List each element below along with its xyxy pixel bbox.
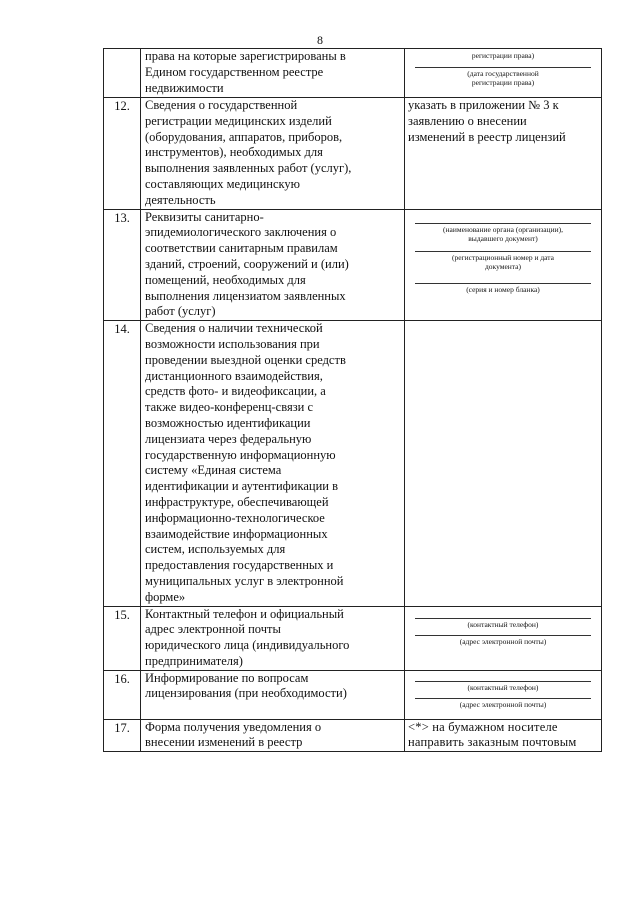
row-value-text: указать в приложении № 3 к заявлению о внесении изменений в реестр лицензий xyxy=(408,98,566,144)
row-description-text: Сведения о государственной регистрации медицинских изделий (оборудования, аппаратов, приборов, инструментов), необходимых для выполнения заявленных работ (услуг), составляющих медицинскую деятельность xyxy=(145,98,352,207)
field-caption: (регистрационный номер и дата документа) xyxy=(451,252,555,271)
field-caption: регистрации права) xyxy=(471,51,535,60)
row-description xyxy=(141,670,405,719)
row-description xyxy=(141,606,405,670)
row-description xyxy=(141,209,405,321)
row-number: 15. xyxy=(104,606,141,670)
license-form-table xyxy=(103,48,602,752)
contact-phone-field[interactable] xyxy=(415,618,591,629)
field-caption: (дата государственной регистрации права) xyxy=(467,69,539,87)
row-description-text: Информирование по вопросам лицензирования (при необходимости) xyxy=(145,670,347,701)
row-value-cell xyxy=(405,719,602,752)
row-value-cell xyxy=(405,49,602,98)
row-description xyxy=(141,719,405,752)
page-number: 8 xyxy=(317,33,323,47)
field-caption: (контактный телефон) xyxy=(467,682,539,692)
row-description xyxy=(141,98,405,210)
issuing-authority-field[interactable] xyxy=(415,223,591,243)
row-value-cell[interactable] xyxy=(405,321,602,606)
table-row xyxy=(104,49,602,98)
contact-phone-field[interactable] xyxy=(415,681,591,692)
row-description-text: права на которые зарегистрированы в Едином государственном реестре недвижимости xyxy=(145,49,346,95)
field-caption: (наименование органа (организации), выдавшего документ) xyxy=(443,224,563,243)
field-caption: (адрес электронной почты) xyxy=(459,699,547,709)
table-row xyxy=(104,606,602,670)
email-field[interactable] xyxy=(415,698,591,709)
row-value-cell xyxy=(405,606,602,670)
row-number xyxy=(104,49,141,98)
field-caption: (контактный телефон) xyxy=(467,619,539,629)
row-number: 17. xyxy=(104,719,141,752)
row-description xyxy=(141,321,405,606)
table-row xyxy=(104,719,602,752)
table-row xyxy=(104,321,602,606)
field-caption: (адрес электронной почты) xyxy=(459,636,547,646)
table-row xyxy=(104,209,602,321)
row-number: 12. xyxy=(104,98,141,210)
row-value-text: <*> на бумажном носителе направить заказным почтовым xyxy=(408,719,577,750)
row-number: 16. xyxy=(104,670,141,719)
row-value-cell xyxy=(405,98,602,210)
blank-series-number-field[interactable] xyxy=(415,283,591,294)
row-value-cell xyxy=(405,209,602,321)
row-description-text: Контактный телефон и официальный адрес электронной почты юридического лица (индивидуального предпринимателя) xyxy=(145,606,350,668)
row-description-text: Реквизиты санитарно- эпидемиологического заключения о соответствии санитарным правилам зданий, строений, сооружений и (или) помещений, необходимых для выполнения лицензиатом заявленных работ (услуг) xyxy=(145,209,349,319)
document-number-date-field[interactable] xyxy=(415,251,591,271)
row-description-text: Сведения о наличии технической возможности использования при проведении выездной оценки средств дистанционного взаимодействия, средств фото- и видеофиксации, а также видео-конференц-связи с возможностью идентификации лицензиата через федеральную государственную информационную систему «Единая система идентификации и аутентификации в инфраструктуре, обеспечивающей информационно-технологическое взаимодействие информационных систем, используемых для предоставления государственных и муниципальных услуг в электронной форме» xyxy=(145,321,346,604)
row-number: 13. xyxy=(104,209,141,321)
row-description xyxy=(141,49,405,98)
row-value-cell xyxy=(405,670,602,719)
field-caption: (серия и номер бланка) xyxy=(466,284,540,294)
row-number: 14. xyxy=(104,321,141,606)
row-description-text: Форма получения уведомления о внесении изменений в реестр xyxy=(145,719,322,750)
table-row xyxy=(104,670,602,719)
email-field[interactable] xyxy=(415,635,591,646)
table-row xyxy=(104,98,602,210)
registration-date-field[interactable] xyxy=(415,67,591,87)
